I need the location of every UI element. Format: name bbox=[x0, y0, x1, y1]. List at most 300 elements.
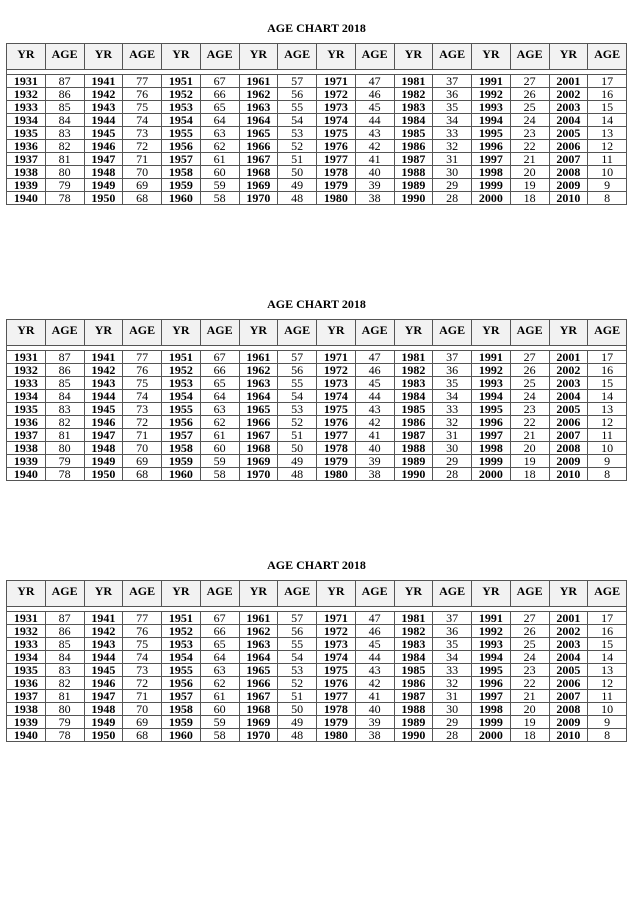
year-cell: 1969 bbox=[239, 179, 278, 192]
age-cell: 39 bbox=[355, 179, 394, 192]
year-cell: 2001 bbox=[549, 612, 588, 625]
year-cell: 1932 bbox=[7, 625, 46, 638]
year-cell: 1975 bbox=[317, 664, 356, 677]
age-cell: 76 bbox=[123, 364, 162, 377]
header-age: AGE bbox=[45, 581, 84, 607]
age-cell: 67 bbox=[200, 351, 239, 364]
age-cell: 68 bbox=[123, 192, 162, 205]
age-cell: 77 bbox=[123, 75, 162, 88]
age-cell: 48 bbox=[278, 192, 317, 205]
year-cell: 1981 bbox=[394, 612, 433, 625]
year-cell: 1931 bbox=[7, 351, 46, 364]
age-cell: 11 bbox=[588, 690, 627, 703]
year-cell: 2000 bbox=[472, 468, 511, 481]
age-cell: 71 bbox=[123, 153, 162, 166]
table-row bbox=[7, 153, 627, 166]
year-cell: 1971 bbox=[317, 351, 356, 364]
year-cell: 1977 bbox=[317, 690, 356, 703]
age-cell: 87 bbox=[45, 351, 84, 364]
year-cell: 1979 bbox=[317, 716, 356, 729]
age-cell: 42 bbox=[355, 416, 394, 429]
age-table bbox=[6, 580, 627, 742]
year-cell: 1967 bbox=[239, 153, 278, 166]
age-cell: 73 bbox=[123, 127, 162, 140]
year-cell: 1989 bbox=[394, 179, 433, 192]
age-cell: 16 bbox=[588, 364, 627, 377]
year-cell: 1937 bbox=[7, 153, 46, 166]
year-cell: 1998 bbox=[472, 166, 511, 179]
age-cell: 41 bbox=[355, 429, 394, 442]
year-cell: 1990 bbox=[394, 729, 433, 742]
year-cell: 1984 bbox=[394, 390, 433, 403]
age-cell: 25 bbox=[510, 377, 549, 390]
age-cell: 45 bbox=[355, 101, 394, 114]
age-cell: 8 bbox=[588, 192, 627, 205]
age-cell: 21 bbox=[510, 429, 549, 442]
header-age: AGE bbox=[123, 581, 162, 607]
year-cell: 1976 bbox=[317, 416, 356, 429]
year-cell: 1943 bbox=[84, 101, 123, 114]
age-cell: 18 bbox=[510, 468, 549, 481]
header-yr: YR bbox=[317, 581, 356, 607]
age-cell: 47 bbox=[355, 351, 394, 364]
age-cell: 57 bbox=[278, 75, 317, 88]
year-cell: 1965 bbox=[239, 403, 278, 416]
year-cell: 1962 bbox=[239, 88, 278, 101]
age-cell: 78 bbox=[45, 468, 84, 481]
age-cell: 82 bbox=[45, 677, 84, 690]
header-age: AGE bbox=[355, 320, 394, 346]
age-cell: 24 bbox=[510, 651, 549, 664]
age-cell: 30 bbox=[433, 166, 472, 179]
age-cell: 31 bbox=[433, 153, 472, 166]
year-cell: 1956 bbox=[162, 677, 201, 690]
year-cell: 1951 bbox=[162, 75, 201, 88]
year-cell: 1993 bbox=[472, 377, 511, 390]
year-cell: 1993 bbox=[472, 101, 511, 114]
year-cell: 1933 bbox=[7, 377, 46, 390]
age-cell: 65 bbox=[200, 101, 239, 114]
table-row bbox=[7, 442, 627, 455]
age-cell: 74 bbox=[123, 114, 162, 127]
year-cell: 1965 bbox=[239, 127, 278, 140]
age-cell: 18 bbox=[510, 729, 549, 742]
age-cell: 86 bbox=[45, 625, 84, 638]
year-cell: 1943 bbox=[84, 638, 123, 651]
header-age: AGE bbox=[123, 320, 162, 346]
year-cell: 1987 bbox=[394, 153, 433, 166]
year-cell: 2007 bbox=[549, 153, 588, 166]
year-cell: 1983 bbox=[394, 638, 433, 651]
age-cell: 10 bbox=[588, 442, 627, 455]
table-row bbox=[7, 75, 627, 88]
year-cell: 2008 bbox=[549, 442, 588, 455]
year-cell: 1944 bbox=[84, 651, 123, 664]
year-cell: 1959 bbox=[162, 179, 201, 192]
age-cell: 17 bbox=[588, 75, 627, 88]
age-cell: 57 bbox=[278, 351, 317, 364]
year-cell: 1958 bbox=[162, 442, 201, 455]
year-cell: 1968 bbox=[239, 703, 278, 716]
age-cell: 43 bbox=[355, 127, 394, 140]
age-cell: 70 bbox=[123, 703, 162, 716]
year-cell: 1948 bbox=[84, 442, 123, 455]
year-cell: 2000 bbox=[472, 729, 511, 742]
age-cell: 71 bbox=[123, 690, 162, 703]
year-cell: 1957 bbox=[162, 429, 201, 442]
year-cell: 1964 bbox=[239, 651, 278, 664]
age-cell: 41 bbox=[355, 153, 394, 166]
age-cell: 84 bbox=[45, 651, 84, 664]
age-cell: 72 bbox=[123, 677, 162, 690]
year-cell: 1987 bbox=[394, 690, 433, 703]
year-cell: 1947 bbox=[84, 429, 123, 442]
age-table bbox=[6, 319, 627, 481]
age-cell: 11 bbox=[588, 429, 627, 442]
year-cell: 1980 bbox=[317, 192, 356, 205]
age-cell: 78 bbox=[45, 729, 84, 742]
year-cell: 1991 bbox=[472, 351, 511, 364]
year-cell: 2000 bbox=[472, 192, 511, 205]
header-age: AGE bbox=[45, 44, 84, 70]
year-cell: 1938 bbox=[7, 442, 46, 455]
table-row bbox=[7, 455, 627, 468]
age-cell: 22 bbox=[510, 677, 549, 690]
year-cell: 1973 bbox=[317, 377, 356, 390]
age-cell: 28 bbox=[433, 468, 472, 481]
age-cell: 64 bbox=[200, 114, 239, 127]
year-cell: 1952 bbox=[162, 625, 201, 638]
year-cell: 1955 bbox=[162, 127, 201, 140]
age-cell: 13 bbox=[588, 403, 627, 416]
header-yr: YR bbox=[472, 320, 511, 346]
year-cell: 1956 bbox=[162, 140, 201, 153]
header-yr: YR bbox=[394, 581, 433, 607]
year-cell: 1953 bbox=[162, 101, 201, 114]
year-cell: 1972 bbox=[317, 364, 356, 377]
year-cell: 1982 bbox=[394, 88, 433, 101]
table-row bbox=[7, 677, 627, 690]
year-cell: 2005 bbox=[549, 127, 588, 140]
age-cell: 43 bbox=[355, 664, 394, 677]
header-age: AGE bbox=[278, 320, 317, 346]
header-yr: YR bbox=[84, 320, 123, 346]
age-cell: 85 bbox=[45, 377, 84, 390]
year-cell: 1995 bbox=[472, 664, 511, 677]
age-cell: 58 bbox=[200, 192, 239, 205]
year-cell: 1934 bbox=[7, 390, 46, 403]
year-cell: 1986 bbox=[394, 416, 433, 429]
age-cell: 26 bbox=[510, 364, 549, 377]
year-cell: 1946 bbox=[84, 416, 123, 429]
age-cell: 75 bbox=[123, 101, 162, 114]
age-cell: 71 bbox=[123, 429, 162, 442]
age-cell: 42 bbox=[355, 677, 394, 690]
age-cell: 28 bbox=[433, 192, 472, 205]
year-cell: 1984 bbox=[394, 114, 433, 127]
year-cell: 1988 bbox=[394, 442, 433, 455]
year-cell: 1954 bbox=[162, 114, 201, 127]
header-age: AGE bbox=[278, 581, 317, 607]
table-row bbox=[7, 101, 627, 114]
year-cell: 1962 bbox=[239, 364, 278, 377]
year-cell: 1942 bbox=[84, 364, 123, 377]
age-cell: 17 bbox=[588, 351, 627, 364]
year-cell: 1946 bbox=[84, 140, 123, 153]
header-yr: YR bbox=[317, 44, 356, 70]
year-cell: 1986 bbox=[394, 677, 433, 690]
year-cell: 1964 bbox=[239, 390, 278, 403]
header-age: AGE bbox=[200, 44, 239, 70]
year-cell: 1992 bbox=[472, 364, 511, 377]
table-header-row bbox=[7, 44, 627, 70]
year-cell: 1974 bbox=[317, 114, 356, 127]
age-cell: 77 bbox=[123, 612, 162, 625]
age-cell: 14 bbox=[588, 390, 627, 403]
year-cell: 1976 bbox=[317, 140, 356, 153]
age-cell: 83 bbox=[45, 127, 84, 140]
year-cell: 1997 bbox=[472, 690, 511, 703]
header-age: AGE bbox=[588, 320, 627, 346]
year-cell: 1945 bbox=[84, 664, 123, 677]
year-cell: 1980 bbox=[317, 729, 356, 742]
age-cell: 8 bbox=[588, 729, 627, 742]
year-cell: 1961 bbox=[239, 75, 278, 88]
header-age: AGE bbox=[588, 581, 627, 607]
age-cell: 19 bbox=[510, 716, 549, 729]
year-cell: 1990 bbox=[394, 468, 433, 481]
age-cell: 13 bbox=[588, 664, 627, 677]
age-cell: 56 bbox=[278, 364, 317, 377]
year-cell: 1932 bbox=[7, 88, 46, 101]
year-cell: 2009 bbox=[549, 455, 588, 468]
age-cell: 31 bbox=[433, 690, 472, 703]
table-header-row bbox=[7, 320, 627, 346]
year-cell: 1979 bbox=[317, 179, 356, 192]
age-cell: 9 bbox=[588, 455, 627, 468]
header-age: AGE bbox=[123, 44, 162, 70]
age-cell: 79 bbox=[45, 716, 84, 729]
age-cell: 54 bbox=[278, 114, 317, 127]
year-cell: 1931 bbox=[7, 612, 46, 625]
year-cell: 1942 bbox=[84, 88, 123, 101]
age-cell: 34 bbox=[433, 651, 472, 664]
year-cell: 1939 bbox=[7, 716, 46, 729]
year-cell: 1991 bbox=[472, 612, 511, 625]
age-cell: 8 bbox=[588, 468, 627, 481]
age-cell: 53 bbox=[278, 127, 317, 140]
age-cell: 55 bbox=[278, 101, 317, 114]
year-cell: 1936 bbox=[7, 677, 46, 690]
year-cell: 1936 bbox=[7, 140, 46, 153]
age-cell: 55 bbox=[278, 638, 317, 651]
age-cell: 38 bbox=[355, 468, 394, 481]
year-cell: 1939 bbox=[7, 455, 46, 468]
age-cell: 40 bbox=[355, 703, 394, 716]
age-cell: 66 bbox=[200, 364, 239, 377]
year-cell: 1959 bbox=[162, 455, 201, 468]
age-cell: 37 bbox=[433, 351, 472, 364]
year-cell: 1978 bbox=[317, 442, 356, 455]
year-cell: 1969 bbox=[239, 716, 278, 729]
age-cell: 9 bbox=[588, 716, 627, 729]
age-cell: 53 bbox=[278, 403, 317, 416]
age-cell: 10 bbox=[588, 703, 627, 716]
age-cell: 42 bbox=[355, 140, 394, 153]
age-cell: 23 bbox=[510, 664, 549, 677]
age-cell: 59 bbox=[200, 179, 239, 192]
age-cell: 46 bbox=[355, 625, 394, 638]
year-cell: 1984 bbox=[394, 651, 433, 664]
age-cell: 14 bbox=[588, 651, 627, 664]
year-cell: 1940 bbox=[7, 468, 46, 481]
year-cell: 1983 bbox=[394, 377, 433, 390]
year-cell: 2002 bbox=[549, 88, 588, 101]
header-yr: YR bbox=[162, 320, 201, 346]
age-cell: 65 bbox=[200, 377, 239, 390]
age-cell: 45 bbox=[355, 377, 394, 390]
age-cell: 51 bbox=[278, 429, 317, 442]
year-cell: 1987 bbox=[394, 429, 433, 442]
age-cell: 26 bbox=[510, 88, 549, 101]
age-cell: 15 bbox=[588, 377, 627, 390]
year-cell: 2004 bbox=[549, 114, 588, 127]
age-cell: 15 bbox=[588, 638, 627, 651]
table-row bbox=[7, 716, 627, 729]
year-cell: 1998 bbox=[472, 442, 511, 455]
year-cell: 1947 bbox=[84, 153, 123, 166]
age-cell: 66 bbox=[200, 625, 239, 638]
year-cell: 2010 bbox=[549, 192, 588, 205]
year-cell: 2006 bbox=[549, 140, 588, 153]
year-cell: 1968 bbox=[239, 166, 278, 179]
year-cell: 1932 bbox=[7, 364, 46, 377]
age-cell: 68 bbox=[123, 468, 162, 481]
year-cell: 1938 bbox=[7, 166, 46, 179]
header-yr: YR bbox=[239, 581, 278, 607]
age-cell: 60 bbox=[200, 442, 239, 455]
age-cell: 24 bbox=[510, 114, 549, 127]
age-cell: 73 bbox=[123, 403, 162, 416]
year-cell: 1963 bbox=[239, 101, 278, 114]
year-cell: 1975 bbox=[317, 127, 356, 140]
age-cell: 27 bbox=[510, 351, 549, 364]
year-cell: 1977 bbox=[317, 429, 356, 442]
year-cell: 1980 bbox=[317, 468, 356, 481]
age-cell: 63 bbox=[200, 664, 239, 677]
year-cell: 1985 bbox=[394, 664, 433, 677]
year-cell: 1966 bbox=[239, 416, 278, 429]
age-cell: 44 bbox=[355, 651, 394, 664]
year-cell: 1985 bbox=[394, 127, 433, 140]
age-cell: 47 bbox=[355, 75, 394, 88]
year-cell: 2004 bbox=[549, 651, 588, 664]
year-cell: 1973 bbox=[317, 638, 356, 651]
age-cell: 72 bbox=[123, 140, 162, 153]
header-yr: YR bbox=[549, 44, 588, 70]
table-row bbox=[7, 703, 627, 716]
age-cell: 11 bbox=[588, 153, 627, 166]
age-cell: 54 bbox=[278, 390, 317, 403]
year-cell: 1971 bbox=[317, 612, 356, 625]
year-cell: 1996 bbox=[472, 677, 511, 690]
header-age: AGE bbox=[200, 320, 239, 346]
age-cell: 12 bbox=[588, 416, 627, 429]
year-cell: 1960 bbox=[162, 192, 201, 205]
year-cell: 1981 bbox=[394, 75, 433, 88]
age-cell: 49 bbox=[278, 716, 317, 729]
year-cell: 1982 bbox=[394, 364, 433, 377]
year-cell: 1976 bbox=[317, 677, 356, 690]
year-cell: 1988 bbox=[394, 703, 433, 716]
year-cell: 1945 bbox=[84, 127, 123, 140]
table-row bbox=[7, 468, 627, 481]
year-cell: 1985 bbox=[394, 403, 433, 416]
year-cell: 2003 bbox=[549, 101, 588, 114]
age-cell: 28 bbox=[433, 729, 472, 742]
age-cell: 48 bbox=[278, 729, 317, 742]
age-cell: 9 bbox=[588, 179, 627, 192]
year-cell: 1935 bbox=[7, 664, 46, 677]
table-row bbox=[7, 664, 627, 677]
age-cell: 20 bbox=[510, 703, 549, 716]
header-age: AGE bbox=[433, 320, 472, 346]
table-row bbox=[7, 88, 627, 101]
age-cell: 77 bbox=[123, 351, 162, 364]
age-cell: 78 bbox=[45, 192, 84, 205]
age-cell: 33 bbox=[433, 403, 472, 416]
table-row bbox=[7, 114, 627, 127]
year-cell: 2008 bbox=[549, 703, 588, 716]
age-cell: 18 bbox=[510, 192, 549, 205]
age-cell: 84 bbox=[45, 114, 84, 127]
year-cell: 1949 bbox=[84, 455, 123, 468]
year-cell: 1944 bbox=[84, 390, 123, 403]
age-cell: 21 bbox=[510, 153, 549, 166]
age-cell: 44 bbox=[355, 114, 394, 127]
age-cell: 75 bbox=[123, 377, 162, 390]
year-cell: 1951 bbox=[162, 612, 201, 625]
age-cell: 29 bbox=[433, 716, 472, 729]
age-cell: 37 bbox=[433, 612, 472, 625]
age-cell: 46 bbox=[355, 88, 394, 101]
table-row bbox=[7, 690, 627, 703]
age-cell: 27 bbox=[510, 612, 549, 625]
age-cell: 80 bbox=[45, 703, 84, 716]
age-cell: 50 bbox=[278, 166, 317, 179]
year-cell: 1946 bbox=[84, 677, 123, 690]
year-cell: 1961 bbox=[239, 612, 278, 625]
year-cell: 1963 bbox=[239, 638, 278, 651]
age-cell: 53 bbox=[278, 664, 317, 677]
year-cell: 1974 bbox=[317, 651, 356, 664]
age-cell: 62 bbox=[200, 140, 239, 153]
age-cell: 49 bbox=[278, 179, 317, 192]
header-age: AGE bbox=[510, 320, 549, 346]
year-cell: 1935 bbox=[7, 403, 46, 416]
age-cell: 72 bbox=[123, 416, 162, 429]
age-cell: 19 bbox=[510, 179, 549, 192]
year-cell: 1998 bbox=[472, 703, 511, 716]
year-cell: 1950 bbox=[84, 468, 123, 481]
year-cell: 1957 bbox=[162, 690, 201, 703]
age-chart-block-1 bbox=[6, 20, 627, 205]
year-cell: 2005 bbox=[549, 664, 588, 677]
year-cell: 1970 bbox=[239, 192, 278, 205]
age-cell: 59 bbox=[200, 455, 239, 468]
age-cell: 66 bbox=[200, 88, 239, 101]
year-cell: 1982 bbox=[394, 625, 433, 638]
